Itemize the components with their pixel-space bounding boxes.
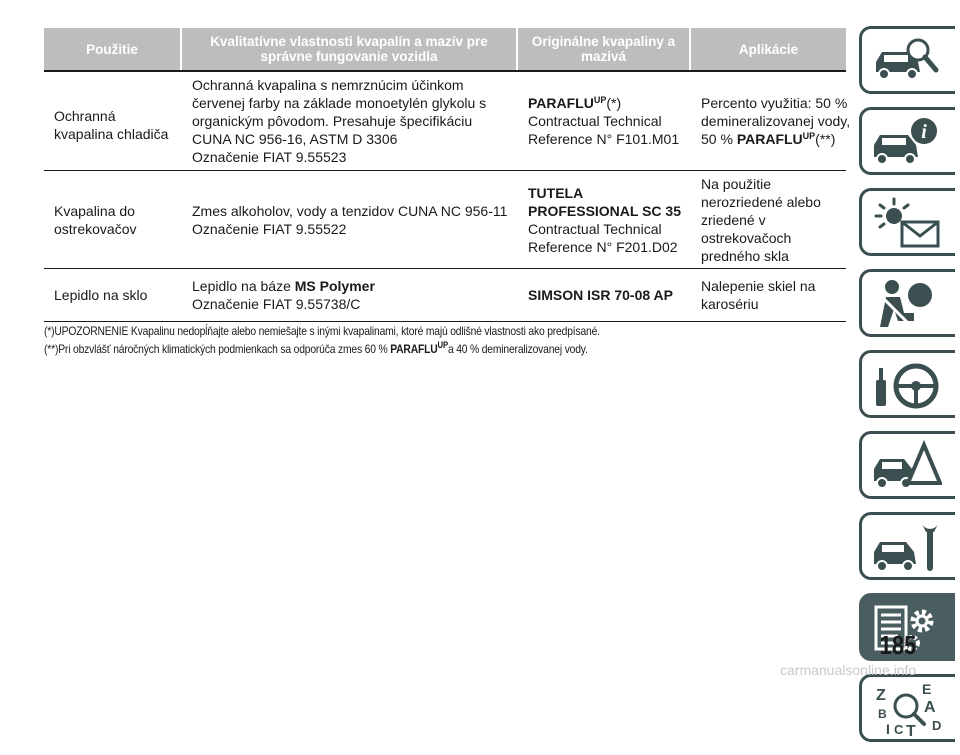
footnote-1: (*)UPOZORNENIE Kvapalinu nedopĺňajte alebo nemiešajte s inými kvapalinami, ktoré majú odlišné vlastnosti ako predpísané. [44,324,600,338]
index-letter: Z [876,687,886,704]
cell-specification: Lepidlo na báze MS Polymer Označenie FIAT 9.55738/C [192,278,375,312]
car-info-icon [870,115,942,169]
footnotes [44,322,741,358]
page-number: 185 [879,630,917,660]
tab-emergency[interactable] [859,431,955,499]
warning-lights-mail-icon [870,196,942,250]
tab-car-search[interactable] [859,26,955,94]
product-name: TUTELA [528,184,584,201]
watermark: carmanualsonline.info [780,662,917,678]
product-name: PARAFLU [528,95,594,111]
header-use: Použitie [44,28,182,70]
cell-use: Lepidlo na sklo [54,287,148,303]
cell-original-fluid: TUTELA PROFESSIONAL SC 35 Contractual Technical Reference N° F201.D02 [518,171,691,268]
car-wrench-icon [870,520,942,574]
alphabetical-index-icon [870,682,942,736]
cell-use: Ochranná kvapalina chladiča [54,108,169,142]
cell-use: Kvapalina do ostrekovačov [54,202,137,237]
tab-car-info[interactable] [859,107,955,175]
index-letter: T [906,723,916,736]
index-letter: A [924,699,936,716]
cell-application: Nalepenie skiel na karosériu [701,278,816,312]
index-letter: I [886,721,890,736]
cell-original-fluid: $PARAFLU^{UP}(*)$ Contractual Technical Reference N° F101.M01 [528,95,680,147]
cell-specification: Zmes alkoholov, vody a tenzidov CUNA NC 956-11 Označenie FIAT 9.55522 [192,202,508,237]
index-letter: B [878,707,887,721]
table-header [44,28,846,70]
car-warning-triangle-icon [870,439,942,493]
header-original-fluids: Originálne kvapaliny a mazivá [518,28,691,70]
tab-safety[interactable] [859,269,955,337]
car-search-icon [870,34,942,88]
cell-application: Na použitie nerozriedené alebo zriedené v ostrekovačoch predného skla [701,175,821,264]
tab-index[interactable] [859,674,955,742]
table-row [44,269,846,322]
index-letter: C [894,722,904,736]
footnote-2: (**)Pri obzvlášť náročných klimatických podmienkach sa odporúča zmes 60 % $PARAFLU^{UP}a$ 40 % demineralizovanej vody. [44,340,588,356]
tab-maintenance[interactable] [859,512,955,580]
index-letter: E [922,682,932,697]
header-specification: Kvalitatívne vlastnosti kvapalín a mazív pre správne fungovanie vozidla [182,28,518,70]
cell-specification: Ochranná kvapalina s nemrznúcim účinkom červenej farby na základe monoetylén glykolu s organickým pôvodom. Presahuje špecifikáciu CUNA NC 956-16, ASTM D 3306 Označenie FIAT 9.55523 [192,77,487,165]
table-row [44,171,846,269]
tab-warning-lights[interactable] [859,188,955,256]
airbag-passenger-icon [870,277,942,331]
steering-wheel-key-icon [870,358,942,412]
cell-application: Percento využitia: 50 % demineralizovanej vody, 50 % $PARAFLU^{UP}(**)$ [701,95,851,147]
product-name: SIMSON ISR 70-08 AP [528,287,673,303]
index-letter: D [932,718,942,733]
svg-text:i: i [921,121,927,143]
table-row [44,72,851,171]
fluids-table [44,28,851,322]
cell-original-fluid [518,269,691,321]
tab-starting-driving[interactable] [859,350,955,418]
header-applications: Aplikácie [738,41,799,57]
